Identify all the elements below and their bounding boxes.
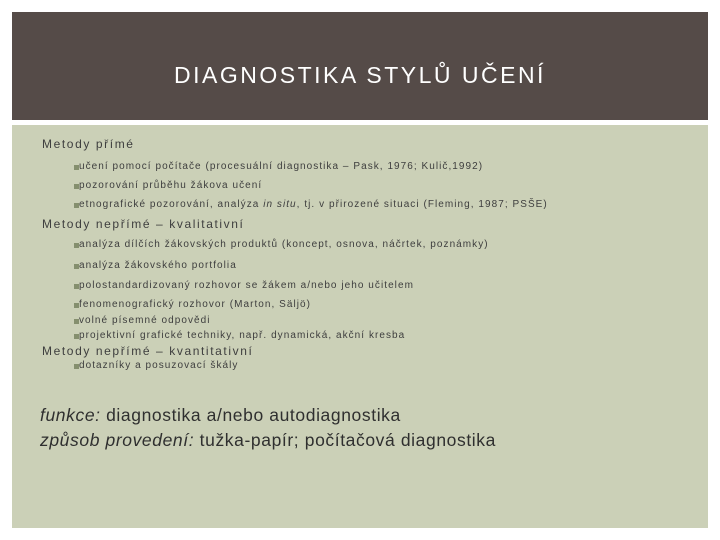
list-item: pozorování průběhu žákova učení — [79, 180, 263, 191]
slide-title: DIAGNOSTIKA STYLŮ UČENÍ — [174, 62, 546, 88]
method-value: tužka-papír; počítačová diagnostika — [194, 430, 496, 450]
list-item: analýza dílčích žákovských produktů (koncept, osnova, náčrtek, poznámky) — [79, 239, 489, 250]
list-item: volné písemné odpovědi — [79, 315, 211, 326]
title-bar — [12, 12, 708, 120]
text-fragment: etnografické pozorování, analýza — [79, 199, 264, 210]
content-panel — [12, 125, 708, 528]
italic-term: in situ — [263, 199, 297, 210]
list-item-with-italic — [79, 200, 548, 210]
list-item: analýza žákovského portfolia — [79, 260, 237, 271]
section-heading-qualitative: Metody nepřímé – kvalitativní — [42, 217, 245, 231]
function-value: diagnostika a/nebo autodiagnostika — [100, 405, 401, 425]
method-label: způsob provedení: — [40, 430, 195, 450]
method-line — [40, 432, 496, 450]
list-item: polostandardizovaný rozhovor se žákem a/nebo jeho učitelem — [79, 280, 414, 291]
list-item: dotazníky a posuzovací škály — [79, 360, 239, 371]
function-label: funkce: — [40, 405, 101, 425]
section-heading-quantitative: Metody nepřímé – kvantitativní — [42, 344, 254, 358]
list-item: učení pomocí počítače (procesuální diagnostika – Pask, 1976; Kulič,1992) — [79, 161, 484, 172]
list-item: fenomenografický rozhovor (Marton, Säljö) — [79, 299, 312, 310]
function-line — [40, 407, 401, 425]
section-heading-direct: Metody přímé — [42, 137, 135, 151]
list-item: projektivní grafické techniky, např. dynamická, akční kresba — [79, 330, 406, 341]
text-fragment: , tj. v přirozené situaci (Fleming, 1987; PSŠE) — [296, 199, 548, 210]
